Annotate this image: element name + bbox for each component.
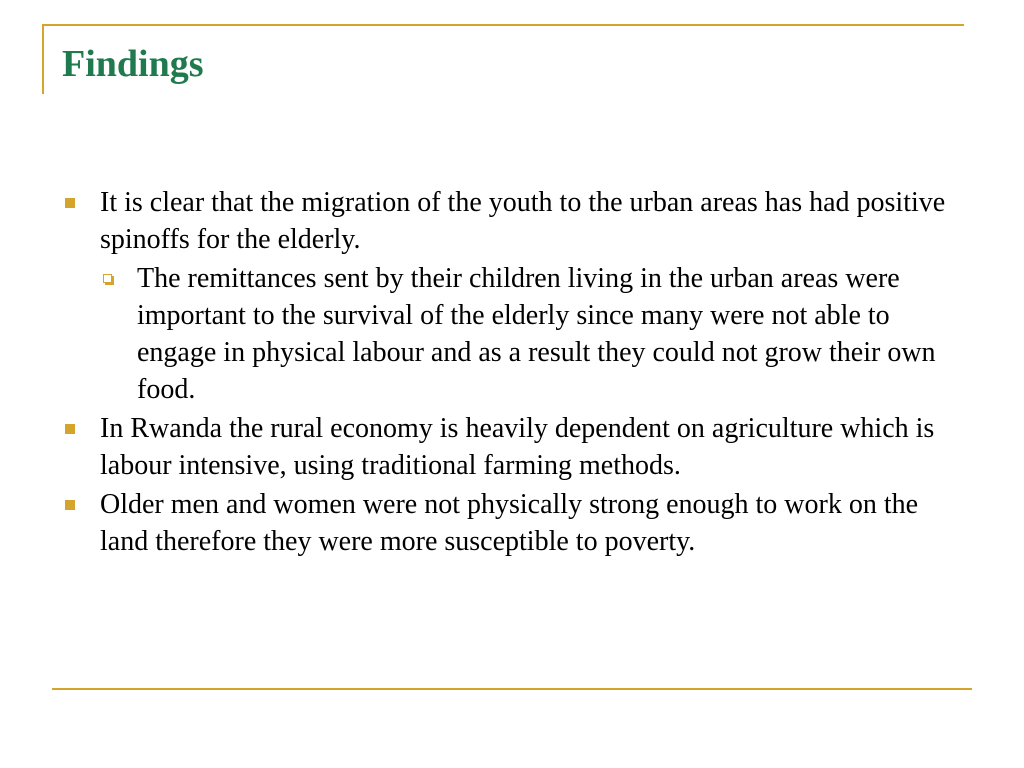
bullet-item bbox=[62, 410, 962, 484]
square-bullet-icon bbox=[65, 500, 75, 510]
square-bullet-icon bbox=[65, 424, 75, 434]
square-bullet-icon bbox=[65, 198, 75, 208]
slide-title: Findings bbox=[62, 43, 204, 85]
sub-bullet-item bbox=[62, 260, 962, 408]
hollow-square-bullet-icon bbox=[103, 274, 112, 283]
slide-content bbox=[62, 184, 962, 562]
bullet-item bbox=[62, 184, 962, 258]
bottom-rule bbox=[52, 688, 972, 690]
title-left-rule bbox=[42, 24, 44, 94]
title-top-rule bbox=[42, 24, 964, 26]
bullet-text: In Rwanda the rural economy is heavily dependent on agriculture which is labour intensive, using traditional farming methods. bbox=[100, 413, 935, 481]
bullet-text: Older men and women were not physically strong enough to work on the land therefore they were more susceptible to poverty. bbox=[100, 489, 919, 557]
bullet-text: It is clear that the migration of the youth to the urban areas has had positive spinoffs for the elderly. bbox=[100, 187, 946, 255]
bullet-item bbox=[62, 486, 962, 560]
sub-bullet-text: The remittances sent by their children living in the urban areas were important to the survival of the elderly since many were not able to engage in physical labour and as a result they could not grow their own food. bbox=[137, 263, 936, 405]
